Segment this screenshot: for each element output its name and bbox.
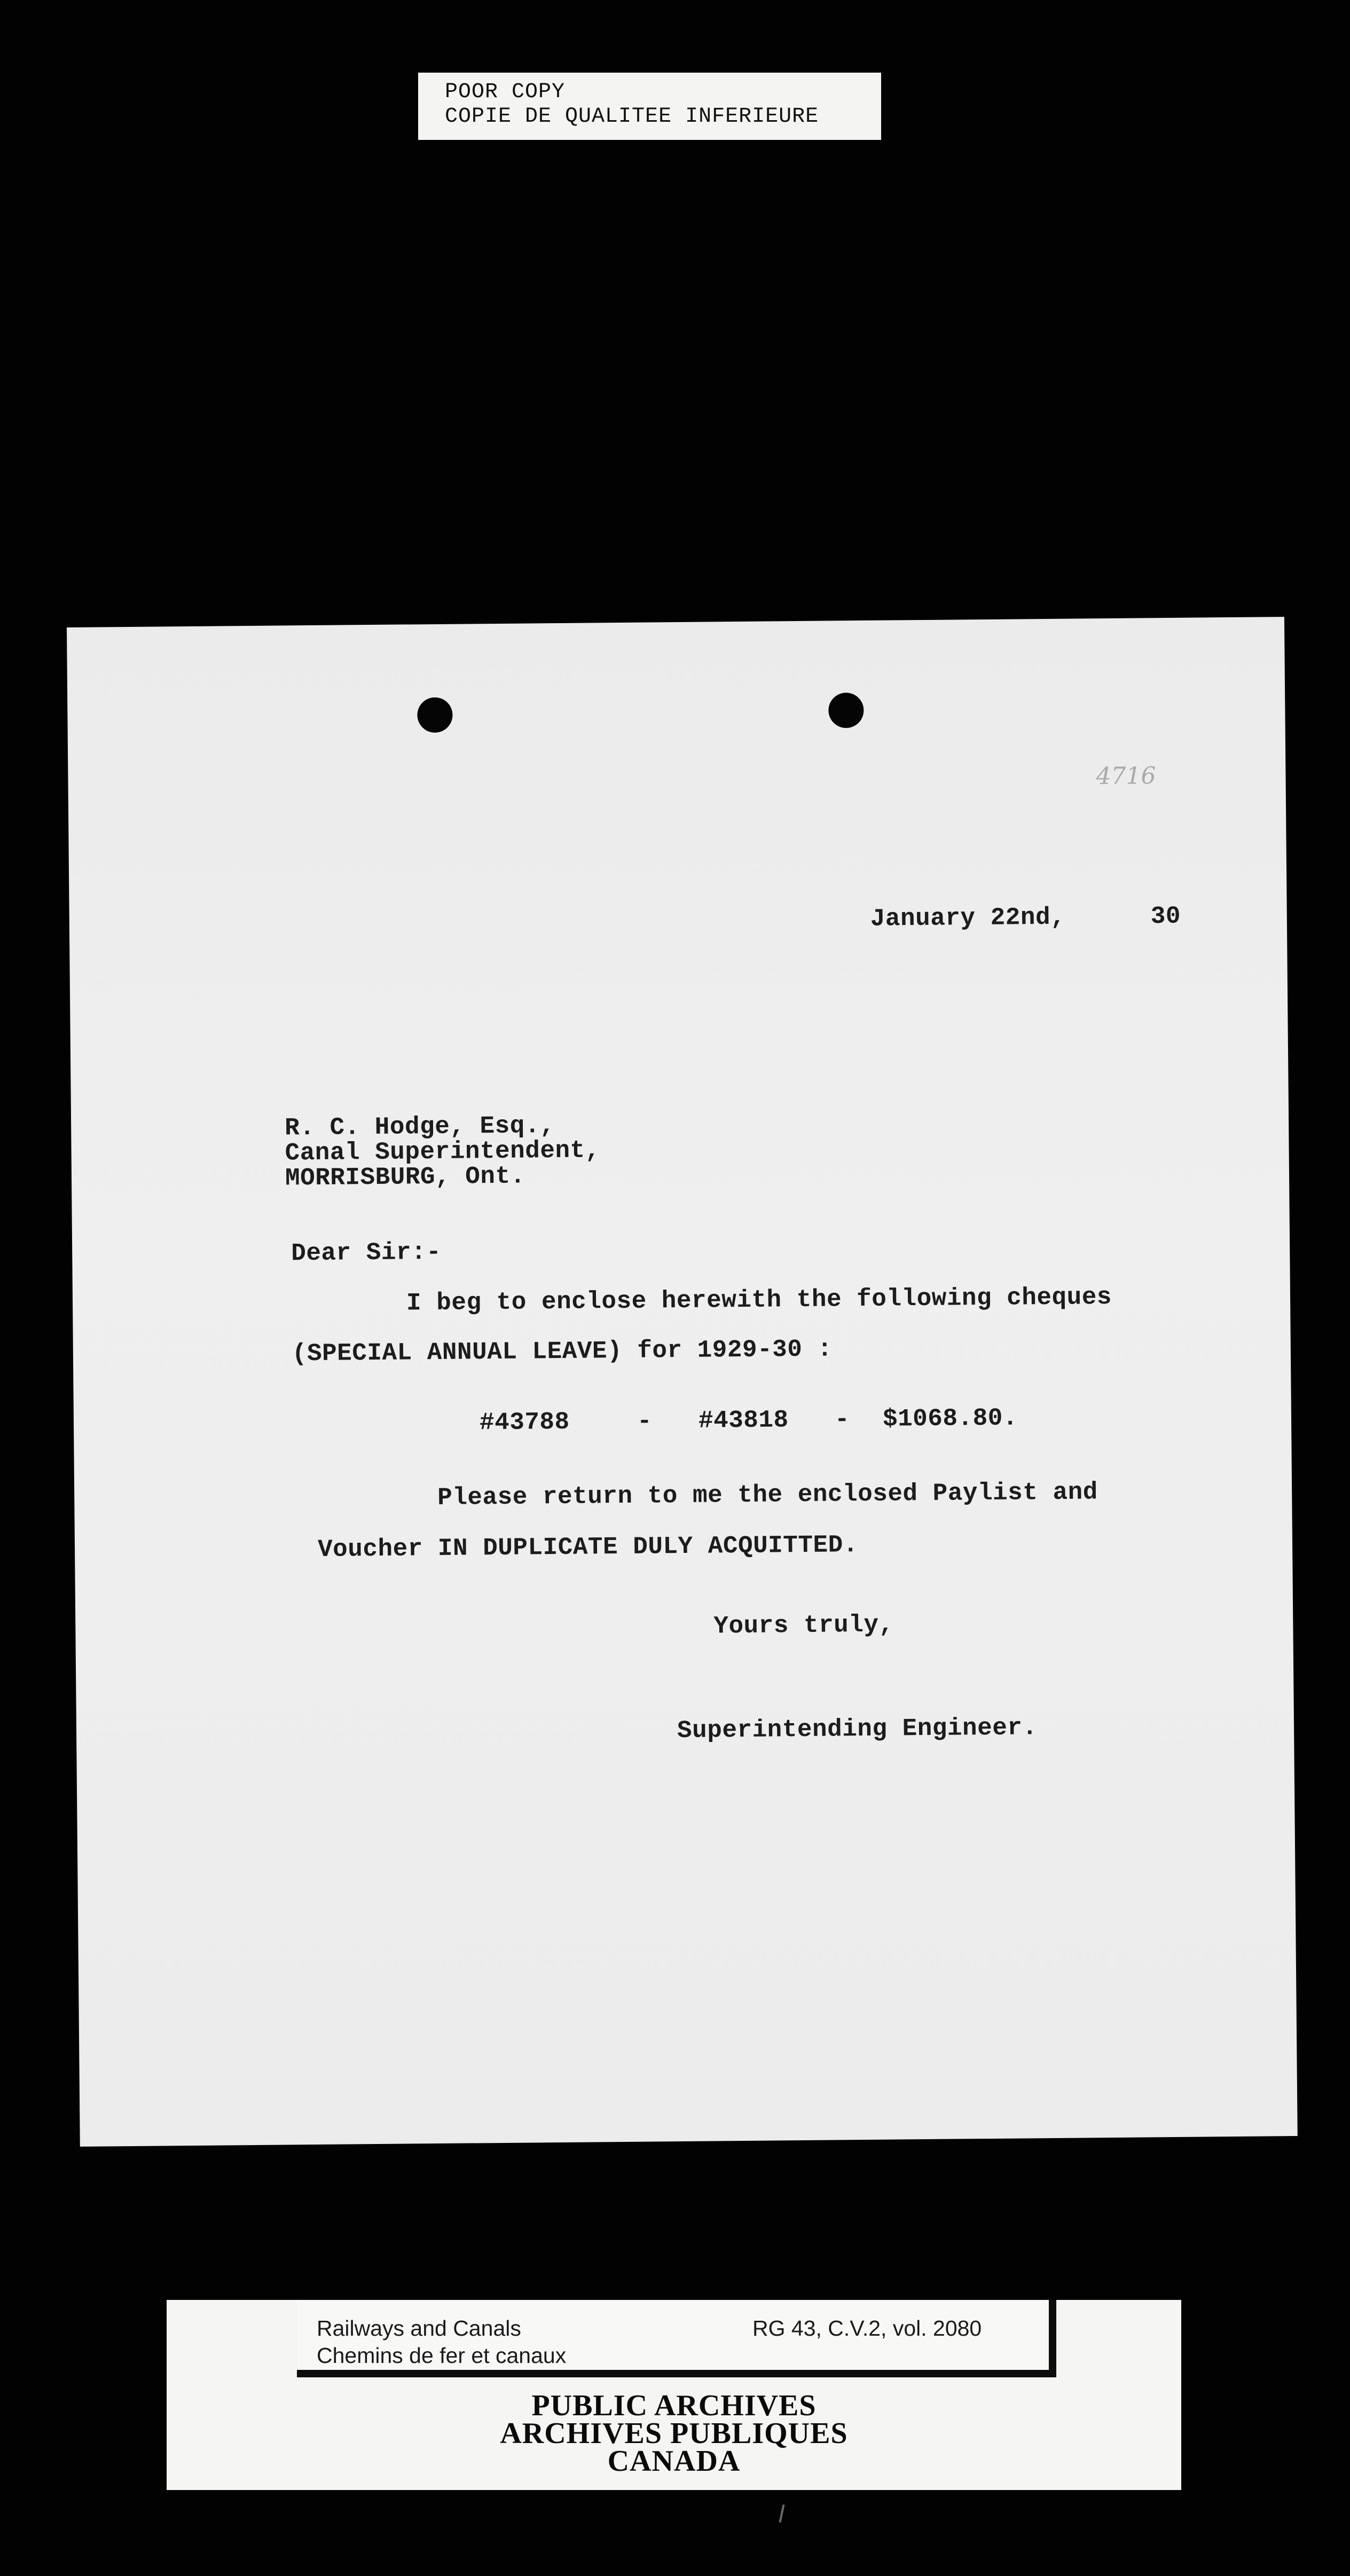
recipient-title: Canal Superintendent, xyxy=(285,1136,601,1167)
punch-hole-left xyxy=(417,697,453,733)
recipient-location: MORRISBURG, Ont. xyxy=(285,1162,525,1192)
poor-copy-text-fr: COPIE DE QUALITEE INFERIEURE xyxy=(445,105,819,129)
letter-date: January 22nd, xyxy=(870,903,1066,933)
poor-copy-label xyxy=(418,73,881,140)
cheque-number-to: #43818 xyxy=(698,1406,789,1435)
archives-country: CANADA xyxy=(607,2445,741,2478)
letter-year: 30 xyxy=(1150,902,1181,931)
body-line: I beg to enclose herewith the following cheques xyxy=(406,1283,1112,1317)
department-name-en: Railways and Canals xyxy=(317,2316,521,2341)
signature-title: Superintending Engineer. xyxy=(677,1714,1038,1745)
archives-title-en: PUBLIC ARCHIVES xyxy=(531,2389,817,2422)
handwritten-file-number: 4716 xyxy=(1096,762,1156,790)
cheque-total-amount: $1068.80. xyxy=(882,1404,1018,1433)
poor-copy-text-en: POOR COPY xyxy=(445,80,566,104)
punch-hole-right xyxy=(828,693,864,728)
body-line: Voucher IN DUPLICATE DULY ACQUITTED. xyxy=(317,1531,859,1564)
department-name-fr: Chemins de fer et canaux xyxy=(317,2343,567,2368)
archives-title-fr: ARCHIVES PUBLIQUES xyxy=(500,2417,848,2450)
cheque-separator: - xyxy=(637,1407,653,1435)
salutation: Dear Sir:- xyxy=(291,1238,442,1268)
archive-label xyxy=(167,2300,1181,2490)
body-line: Please return to me the enclosed Paylist and xyxy=(437,1478,1098,1512)
letter-closing: Yours truly, xyxy=(713,1611,894,1640)
archive-reference: RG 43, C.V.2, vol. 2080 xyxy=(752,2316,982,2341)
scan-mark xyxy=(779,2504,785,2523)
cheque-number-from: #43788 xyxy=(479,1408,570,1437)
archive-reference-card xyxy=(297,2300,1056,2377)
body-line: (SPECIAL ANNUAL LEAVE) for 1929-30 : xyxy=(292,1335,833,1368)
cheque-separator: - xyxy=(834,1405,850,1434)
recipient-name: R. C. Hodge, Esq., xyxy=(284,1112,555,1142)
letter-sheet xyxy=(67,617,1298,2147)
